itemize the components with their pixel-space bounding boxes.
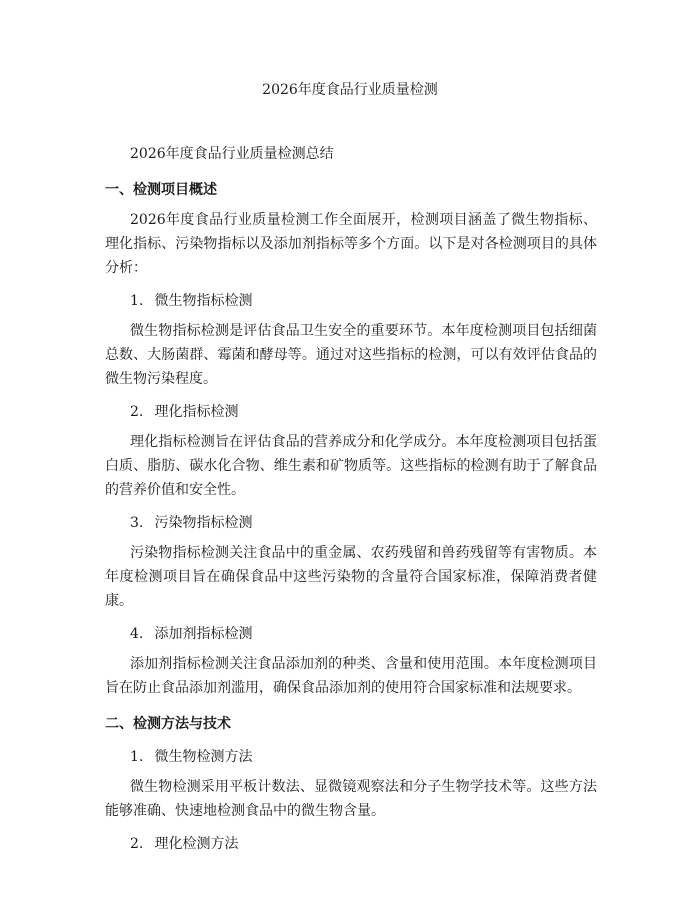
- item-additive-indicators: [105, 622, 597, 700]
- item-paragraph: 污染物指标检测关注食品中的重金属、农药残留和兽药残留等有害物质。本年度检测项目旨在确保食品中这些污染物的含量符合国家标准，保障消费者健康。: [105, 545, 597, 609]
- item-number: 3.: [130, 515, 144, 531]
- item-heading: [105, 289, 597, 313]
- item-microbial-indicators: [105, 289, 597, 391]
- document-subtitle: 2026年度食品行业质量检测总结: [130, 146, 334, 162]
- item-number: 4.: [130, 626, 144, 642]
- item-title: 理化检测方法: [154, 836, 239, 852]
- item-title: 污染物指标检测: [154, 515, 253, 531]
- section-heading: 一、检测项目概述: [105, 182, 217, 198]
- item-number: 2.: [130, 836, 144, 852]
- item-paragraph: 微生物指标检测是评估食品卫生安全的重要环节。本年度检测项目包括细菌总数、大肠菌群、霉菌和酵母等。通过对这些指标的检测，可以有效评估食品的微生物污染程度。: [105, 323, 597, 387]
- item-title: 微生物指标检测: [154, 293, 253, 309]
- item-heading: [105, 400, 597, 424]
- item-paragraph: 微生物检测采用平板计数法、显微镜观察法和分子生物学技术等。这些方法能够准确、快速地检测食品中的微生物含量。: [105, 779, 597, 819]
- section-overview: [105, 178, 597, 700]
- item-heading: [105, 511, 597, 535]
- document-title: 2026年度食品行业质量检测: [262, 82, 438, 98]
- item-number: 1.: [130, 293, 144, 309]
- item-physicochemical-indicators: [105, 400, 597, 502]
- item-heading: [105, 745, 597, 769]
- item-microbial-methods: [105, 745, 597, 823]
- item-heading: [105, 622, 597, 646]
- item-paragraph: 理化指标检测旨在评估食品的营养成分和化学成分。本年度检测项目包括蛋白质、脂肪、碳水化合物、维生素和矿物质等。这些指标的检测有助于了解食品的营养价值和安全性。: [105, 434, 597, 498]
- item-title: 理化指标检测: [154, 404, 239, 420]
- item-contaminant-indicators: [105, 511, 597, 613]
- item-paragraph: 添加剂指标检测关注食品添加剂的种类、含量和使用范围。本年度检测项目旨在防止食品添加剂滥用，确保食品添加剂的使用符合国家标准和法规要求。: [105, 656, 597, 696]
- item-title: 微生物检测方法: [154, 749, 253, 765]
- item-physicochemical-methods: [105, 832, 597, 856]
- section-heading: 二、检测方法与技术: [105, 716, 231, 732]
- section-methods: [105, 712, 597, 856]
- item-heading: [105, 832, 597, 856]
- document-body: [105, 142, 597, 856]
- section-intro: 2026年度食品行业质量检测工作全面展开，检测项目涵盖了微生物指标、理化指标、污染物指标以及添加剂指标等多个方面。以下是对各检测项目的具体分析：: [105, 212, 597, 276]
- item-number: 2.: [130, 404, 144, 420]
- item-number: 1.: [130, 749, 144, 765]
- item-title: 添加剂指标检测: [154, 626, 253, 642]
